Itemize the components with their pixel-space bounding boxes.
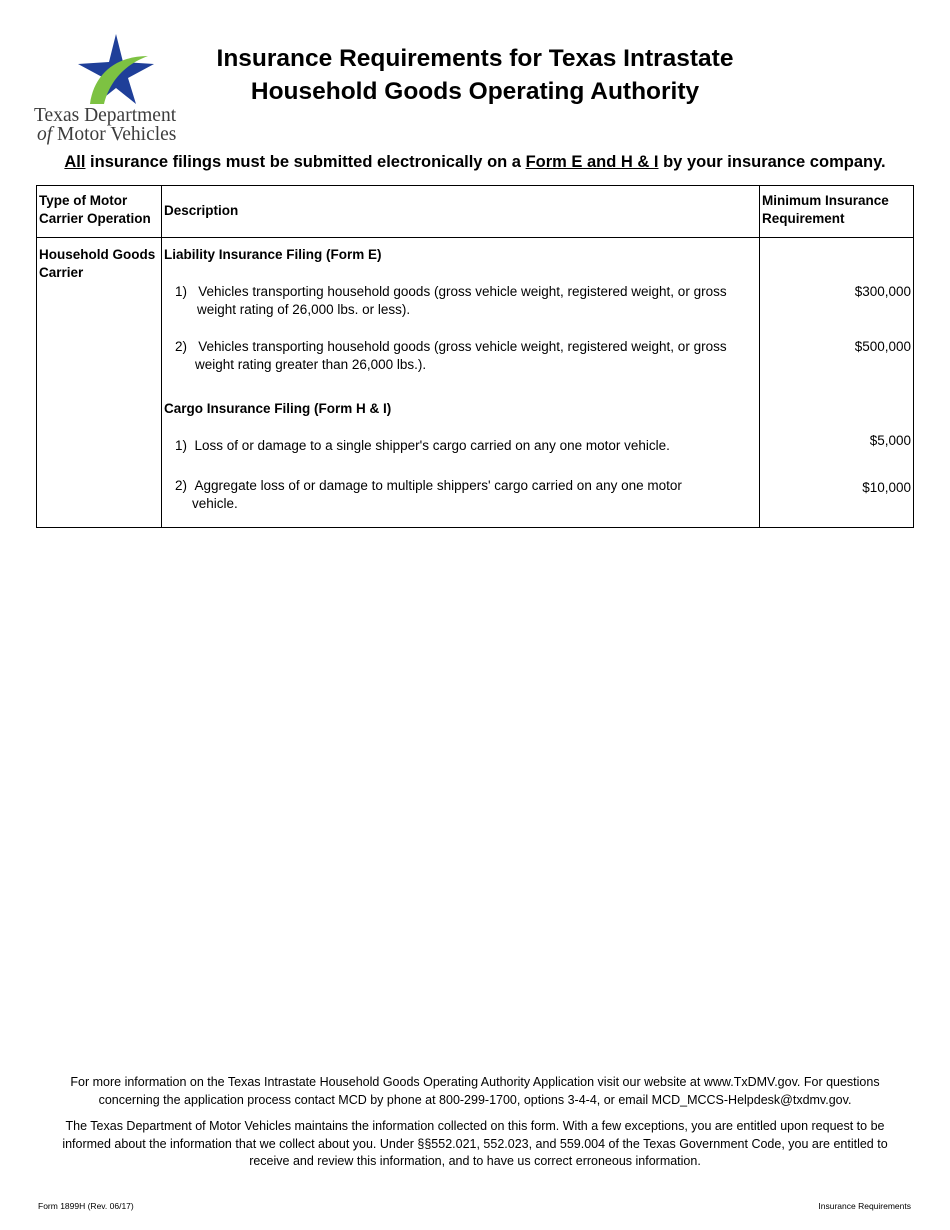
more-info-line1: For more information on the Texas Intrastate Household Goods Operating Authority Application visit our website at www.TxDMV.gov. For questions xyxy=(70,1075,880,1089)
item-number: 1) xyxy=(175,284,188,299)
logo-line1: Texas Department xyxy=(34,105,177,126)
amount-value: $10,000 xyxy=(862,480,911,495)
page-title xyxy=(170,42,780,108)
header-type-l2: Carrier Operation xyxy=(39,211,151,226)
list-item xyxy=(175,437,670,455)
form-number: Form 1899H (Rev. 06/17) xyxy=(38,1201,134,1211)
filing-notice xyxy=(0,153,950,172)
logo-line2: Motor Vehicles xyxy=(52,124,177,145)
header-min-l1: Minimum Insurance xyxy=(762,193,889,208)
notice-part1: insurance filings must be submitted electronically on a xyxy=(85,153,526,171)
logo-wordmark xyxy=(34,106,204,144)
header-type-l1: Type of Motor xyxy=(39,193,128,208)
list-item xyxy=(175,477,682,513)
liability-title: Liability Insurance Filing (Form E) xyxy=(164,247,382,262)
list-item xyxy=(175,338,727,374)
notice-form: Form E and H & I xyxy=(525,153,659,171)
more-info-paragraph xyxy=(40,1074,910,1109)
amount-value: $500,000 xyxy=(854,339,911,354)
list-item xyxy=(175,283,727,319)
item-text: Vehicles transporting household goods (gross vehicle weight, registered weight, or gross xyxy=(198,284,727,299)
item-text-cont: weight rating greater than 26,000 lbs.). xyxy=(195,357,427,372)
title-line-2: Household Goods Operating Authority xyxy=(250,78,700,105)
header-type xyxy=(39,192,151,228)
item-text-cont: vehicle. xyxy=(192,496,238,511)
insurance-requirements-table xyxy=(36,185,914,528)
privacy-line1: The Texas Department of Motor Vehicles maintains the information collected on this form. With a few exceptions, you are entitled upon request to be xyxy=(65,1119,885,1133)
amount-value: $300,000 xyxy=(854,284,911,299)
header-min-l2: Requirement xyxy=(762,211,845,226)
carrier-type xyxy=(39,246,155,282)
item-text: Loss of or damage to a single shipper's cargo carried on any one motor vehicle. xyxy=(194,438,670,453)
item-number: 2) xyxy=(175,339,188,354)
txdmv-star-logo-icon xyxy=(76,34,156,106)
privacy-paragraph xyxy=(40,1118,910,1171)
item-number: 2) xyxy=(175,478,188,493)
carrier-type-l2: Carrier xyxy=(39,265,84,280)
document-name: Insurance Requirements xyxy=(818,1201,911,1211)
more-info-line2: concerning the application process contact MCD by phone at 800-299-1700, options 3-4-4, or email MCD_MCCS-Helpdesk@txdmv.gov. xyxy=(98,1092,852,1107)
item-text: Vehicles transporting household goods (gross vehicle weight, registered weight, or gross xyxy=(198,339,727,354)
privacy-line2: informed about the information that we collect about you. Under §§552.021, 552.023, and 559.004 of the Texas Government Code, you are entitled to xyxy=(62,1136,888,1151)
notice-part2: by your insurance company. xyxy=(658,153,886,171)
carrier-type-l1: Household Goods xyxy=(39,247,156,262)
header-description: Description xyxy=(164,203,239,218)
header-minimum xyxy=(762,192,889,228)
privacy-line3: receive and review this information, and to have us correct erroneous information. xyxy=(249,1154,701,1168)
item-text-cont: weight rating of 26,000 lbs. or less). xyxy=(197,302,411,317)
logo-of: of xyxy=(37,124,53,145)
item-number: 1) xyxy=(175,438,188,453)
item-text: Aggregate loss of or damage to multiple shippers' cargo carried on any one motor xyxy=(194,478,682,493)
notice-all: All xyxy=(64,153,86,171)
amount-value: $5,000 xyxy=(869,433,911,448)
title-line-1: Insurance Requirements for Texas Intrastate xyxy=(216,45,734,72)
cargo-title: Cargo Insurance Filing (Form H & I) xyxy=(164,401,392,416)
header-divider xyxy=(37,237,913,238)
